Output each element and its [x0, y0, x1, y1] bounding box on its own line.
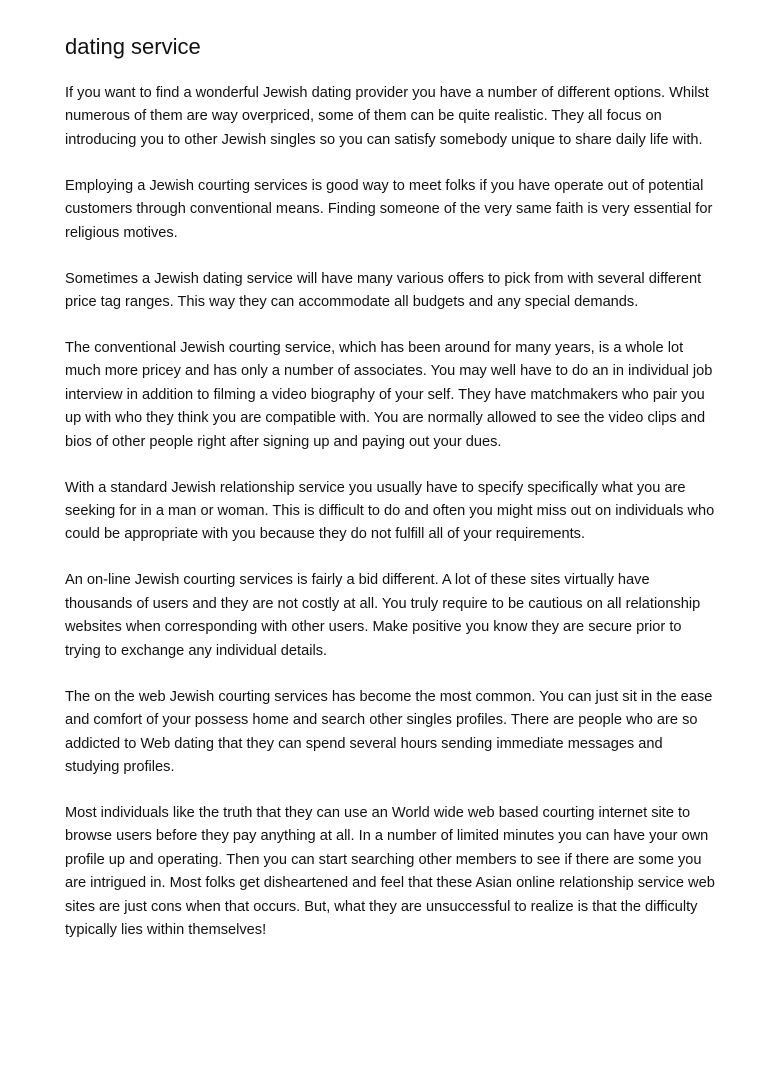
- document-page: [65, 32, 715, 965]
- paragraph-1: If you want to find a wonderful Jewish dating provider you have a number of different options. Whilst numerous of them are way overpriced, some of them can be quite realistic. They all focus on introducing you to other Jewish singles so you can satisfy somebody unique to share daily life with.: [65, 85, 709, 148]
- paragraph-2: Employing a Jewish courting services is good way to meet folks if you have operate out of potential customers through conventional means. Finding someone of the very same faith is very essential for religious motives.: [65, 177, 713, 241]
- paragraph-5: With a standard Jewish relationship service you usually have to specify specifically what you are seeking for in a man or woman. This is difficult to do and often you might miss out on individuals who could be appropriate with you because they do not fulfill all of your requirements.: [65, 479, 715, 543]
- paragraph-8: Most individuals like the truth that they can use an World wide web based courting internet site to browse users before they pay anything at all. In a number of limited minutes you can have your own profile up and operating. Then you can start searching other members to see if there are some you are intrigued in. Most folks get disheartened and feel that these Asian online relationship service web sites are just cons when that occurs. But, what they are unsuccessful to realize is that the difficulty typically lies within themselves!: [65, 804, 715, 938]
- paragraph-3: Sometimes a Jewish dating service will have many various offers to pick from with several different price tag ranges. This way they can accommodate all budgets and any special demands.: [65, 270, 702, 311]
- paragraph-4: The conventional Jewish courting service, which has been around for many years, is a whole lot much more pricey and has only a number of associates. You may well have to do an in individual job interview in addition to filming a video biography of your self. They have matchmakers who pair you up with who they think you are compatible with. You are normally allowed to see the video clips and bios of other people right after signing up and paying out your dues.: [65, 340, 713, 450]
- page-title: dating service: [65, 34, 201, 59]
- paragraph-7: The on the web Jewish courting services has become the most common. You can just sit in the ease and comfort of your possess home and search other singles profiles. There are people who are so addicted to Web dating that they can spend several hours sending immediate messages and studying profiles.: [65, 688, 713, 775]
- paragraph-6: An on-line Jewish courting services is fairly a bid different. A lot of these sites virtually have thousands of users and they are not costly at all. You truly require to be cautious on all relationship websites when corresponding with other users. Make positive you know they are secure prior to trying to exchange any individual details.: [65, 572, 701, 659]
